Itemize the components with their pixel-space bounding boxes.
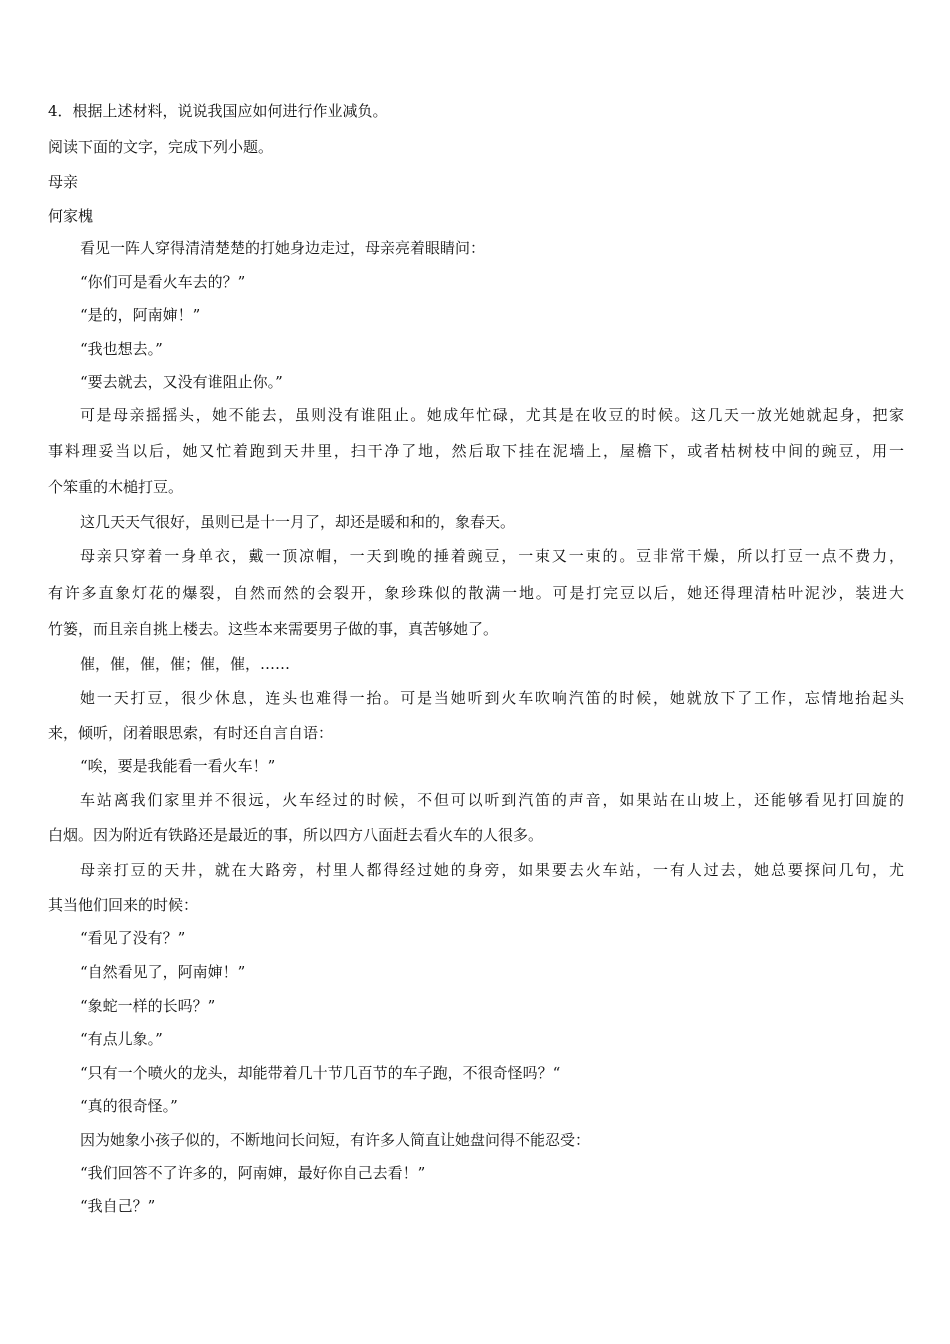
text-line: “我们回答不了许多的，阿南婶，最好你自己去看！”	[80, 1164, 426, 1182]
text-line: 催，催，催，催；催，催，……	[80, 655, 291, 673]
text-line: “有点儿象。”	[80, 1030, 163, 1048]
text-line: 其当他们回来的时候：	[48, 896, 199, 914]
text-line: “自然看见了，阿南婶！”	[80, 963, 246, 981]
text-line: 看见一阵人穿得清清楚楚的打她身边走过，母亲亮着眼睛问：	[80, 239, 486, 257]
article-title: 母亲	[48, 173, 79, 191]
text-line: 她一天打豆，很少休息，连头也难得一抬。可是当她听到火车吹响汽笛的时候，她就放下了工作，忘情地抬起头	[80, 689, 904, 707]
text-line: “要去就去，又没有谁阻止你。”	[80, 373, 283, 391]
text-line: “你们可是看火车去的？”	[80, 273, 246, 291]
text-line: 竹篓，而且亲自挑上楼去。这些本来需要男子做的事，真苦够她了。	[48, 620, 499, 638]
reading-instruction: 阅读下面的文字，完成下列小题。	[48, 138, 274, 156]
text-line: “只有一个喷火的龙头，却能带着几十节几百节的车子跑，不很奇怪吗？“	[80, 1064, 561, 1082]
text-line: 母亲打豆的天井，就在大路旁，村里人都得经过她的身旁，如果要去火车站，一有人过去，她总要探问几句，尤	[80, 861, 904, 879]
text-line: “真的很奇怪。”	[80, 1097, 178, 1115]
text-line: “我自己？”	[80, 1197, 156, 1215]
text-line: 因为她象小孩子似的，不断地问长问短，有许多人简直让她盘问得不能忍受：	[80, 1131, 591, 1149]
underlined-text-line: 个笨重的木槌打豆。	[48, 478, 184, 496]
text-line: “唉，要是我能看一看火车！”	[80, 757, 276, 775]
underlined-text-line: 事料理妥当以后，她又忙着跑到天井里，扫干净了地，然后取下挂在泥墙上，屋檐下，或者枯树枝中间的豌豆，用一	[48, 442, 904, 460]
text-line: “象蛇一样的长吗？”	[80, 997, 216, 1015]
underlined-text-line: 母亲只穿着一身单衣，戴一顶凉帽，一天到晚的捶着豌豆，一束又一束的。豆非常干燥，所以打豆一点不费力，	[80, 547, 904, 565]
text-line: “是的，阿南婶！”	[80, 306, 201, 324]
text-line: 可是母亲摇摇头，她不能去，虽则没有谁阻止。她成年忙碌，尤其是在收豆的时候。这几天一放光她就起身，把家	[80, 406, 904, 424]
article-author: 何家槐	[48, 207, 94, 225]
text-line: 来，倾听，闭着眼思索，有时还自言自语：	[48, 724, 334, 742]
text-line: 这几天天气很好，虽则已是十一月了，却还是暖和和的，象春天。	[80, 513, 516, 531]
text-line: “我也想去。”	[80, 340, 163, 358]
underlined-text-line: 有许多直象灯花的爆裂，自然而然的会裂开，象珍珠似的散满一地。可是打完豆以后，她还得理清枯叶泥沙，装进大	[48, 584, 904, 602]
text-line: 车站离我们家里并不很远，火车经过的时候，不但可以听到汽笛的声音，如果站在山坡上，还能够看见打回旋的	[80, 791, 904, 809]
text-line: 白烟。因为附近有铁路还是最近的事，所以四方八面赶去看火车的人很多。	[48, 826, 544, 844]
question-4: 4．根据上述材料，说说我国应如何进行作业减负。	[48, 102, 388, 120]
text-line: “看见了没有？”	[80, 929, 186, 947]
